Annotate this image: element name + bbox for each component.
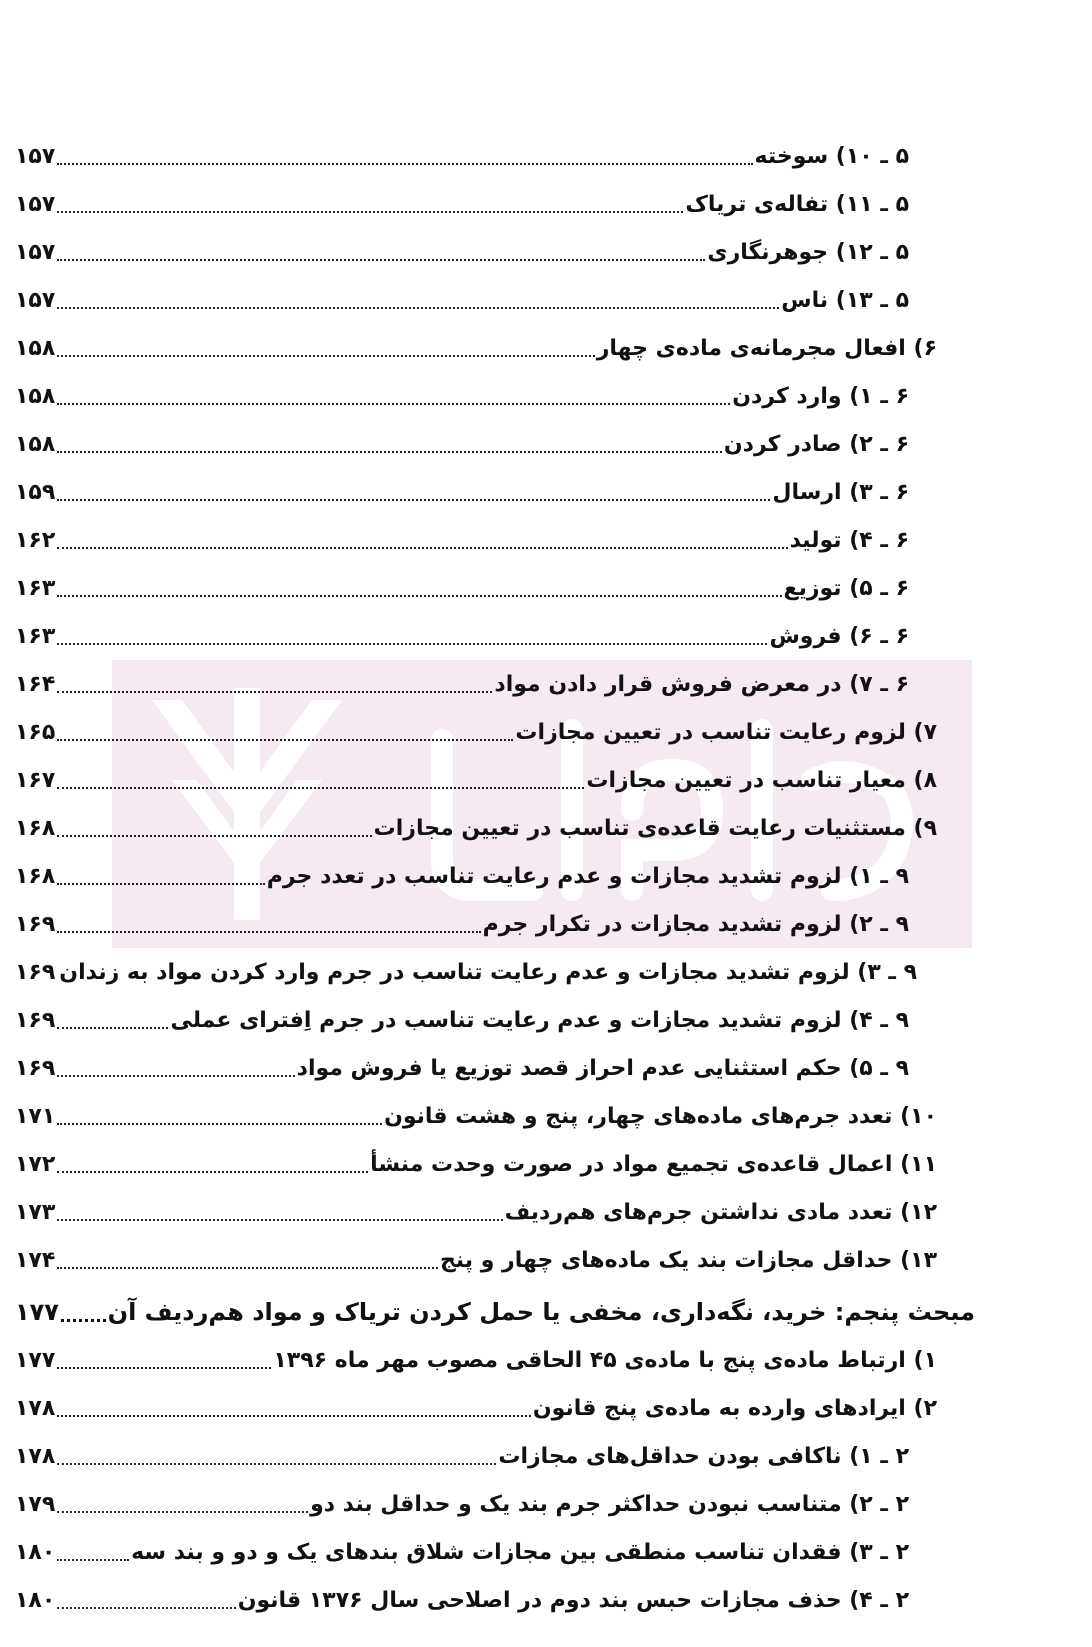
page-number: ۱۷۲ [15, 1151, 56, 1177]
dot-leader [57, 835, 371, 837]
page-number: ۱۷۸ [15, 1395, 56, 1421]
entry-title: ۱) ارتباط ماده‌ی پنج با ماده‌ی ۴۵ الحاقی مصوب مهر ماه ۱۳۹۶ [273, 1347, 937, 1373]
page-number: ۱۶۸ [15, 815, 56, 841]
page-number: ۱۶۹ [15, 1055, 56, 1081]
page-number: ۱۵۸ [15, 383, 56, 409]
entry-title: ۷) لزوم رعایت تناسب در تعیین مجازات [515, 719, 937, 745]
dot-leader [57, 499, 770, 501]
page-number: ۱۷۱ [15, 1103, 56, 1129]
entry-title: ۶ ـ ۲) صادر کردن [723, 431, 909, 457]
entry-title: ۲ ـ ۲) متناسب نبودن حداکثر جرم بند یک و حداقل بند دو [310, 1491, 909, 1517]
toc-entry [15, 564, 975, 612]
toc-entry [15, 1092, 975, 1140]
toc-entry [15, 468, 975, 516]
entry-title: مبحث پنجم: خرید، نگه‌داری، مخفی یا حمل کردن تریاک و مواد هم‌ردیف آن [107, 1298, 975, 1326]
page-number: ۱۶۳ [15, 575, 56, 601]
toc-entry [15, 1236, 975, 1284]
page-number: ۱۶۲ [15, 527, 56, 553]
entry-title: ۵ ـ ۱۳) ناس [781, 287, 909, 313]
toc-entry [15, 660, 975, 708]
toc-entry [15, 324, 975, 372]
dot-leader [57, 787, 584, 789]
dot-leader [57, 1267, 438, 1269]
dot-leader [57, 1415, 531, 1417]
entry-title: ۱۲) تعدد مادی نداشتن جرم‌های هم‌ردیف [504, 1199, 937, 1225]
page-number: ۱۷۳ [15, 1199, 56, 1225]
toc-entry [15, 1140, 975, 1188]
entry-title: ۹ ـ ۳) لزوم تشدید مجازات و عدم رعایت تناسب در جرم وارد کردن مواد به زندان [59, 959, 918, 985]
toc-entry [15, 276, 975, 324]
entry-title: ۹) مستثنیات رعایت قاعده‌ی تناسب در تعیین مجازات [373, 815, 937, 841]
dot-leader [57, 883, 264, 885]
dot-leader [57, 1511, 308, 1513]
dot-leader [57, 1171, 368, 1173]
dot-leader [57, 451, 722, 453]
toc-entry [15, 804, 975, 852]
dot-leader [57, 259, 705, 261]
page-number: ۱۵۸ [15, 335, 56, 361]
entry-title: ۶ ـ ۵) توزیع [783, 575, 909, 601]
toc-entry [15, 900, 975, 948]
page-number: ۱۵۸ [15, 431, 56, 457]
entry-title: ۵ ـ ۱۲) جوهرنگاری [707, 239, 909, 265]
entry-title: ۵ ـ ۱۰) سوخته [754, 143, 909, 169]
dot-leader [57, 1219, 502, 1221]
page-number: ۱۷۷ [15, 1347, 56, 1373]
page-number: ۱۵۷ [15, 287, 56, 313]
entry-title: ۲) ایرادهای وارده به ماده‌ی پنج قانون [532, 1395, 937, 1421]
dot-leader [61, 1319, 106, 1322]
dot-leader [57, 1123, 382, 1125]
entry-title: ۱۰) تعدد جرم‌های ماده‌های چهار، پنج و هشت قانون [384, 1103, 937, 1129]
toc-entry [15, 948, 975, 996]
entry-title: ۱۱) اعمال قاعده‌ی تجمیع مواد در صورت وحدت منشأ [370, 1151, 937, 1177]
page-number: ۱۶۹ [15, 911, 56, 937]
entry-title: ۶) افعال مجرمانه‌ی ماده‌ی چهار [596, 335, 937, 361]
entry-title: ۲ ـ ۱) ناکافی بودن حداقل‌های مجازات [498, 1443, 909, 1469]
page-number: ۱۶۸ [15, 863, 56, 889]
toc-entry [15, 228, 975, 276]
entry-title: ۶ ـ ۴) تولید [789, 527, 909, 553]
page-number: ۱۸۰ [15, 1539, 56, 1565]
page-number: ۱۷۸ [15, 1443, 56, 1469]
dot-leader [57, 643, 767, 645]
dot-leader [57, 931, 480, 933]
dot-leader [57, 1463, 496, 1465]
page-number: ۱۶۴ [15, 671, 56, 697]
toc-entry [15, 372, 975, 420]
dot-leader [57, 1027, 168, 1029]
page-number: ۱۶۵ [15, 719, 56, 745]
page-number: ۱۵۷ [15, 191, 56, 217]
toc-entry [15, 180, 975, 228]
entry-title: ۸) معیار تناسب در تعیین مجازات [586, 767, 937, 793]
entry-title: ۲ ـ ۴) حذف مجازات حبس بند دوم در اصلاحی سال ۱۳۷۶ قانون [237, 1587, 909, 1613]
dot-leader [57, 547, 787, 549]
entry-title: ۵ ـ ۱۱) تفاله‌ی تریاک [685, 191, 909, 217]
toc-entry [15, 1480, 975, 1528]
page-number: ۱۸۰ [15, 1587, 56, 1613]
dot-leader [57, 403, 730, 405]
page-number: ۱۶۹ [15, 1007, 56, 1033]
page-number: ۱۷۹ [15, 1491, 56, 1517]
page-number: ۱۶۷ [15, 767, 56, 793]
dot-leader [57, 1367, 271, 1369]
dot-leader [57, 355, 594, 357]
toc-entry [15, 756, 975, 804]
toc-entry [15, 420, 975, 468]
toc-entry [15, 996, 975, 1044]
dot-leader [57, 163, 752, 165]
page-number: ۱۶۹ [15, 959, 56, 985]
entry-title: ۶ ـ ۶) فروش [769, 623, 909, 649]
entry-title: ۹ ـ ۱) لزوم تشدید مجازات و عدم رعایت تناسب در تعدد جرم [266, 863, 909, 889]
page-number: ۱۵۹ [15, 479, 56, 505]
entry-title: ۶ ـ ۳) ارسال [772, 479, 909, 505]
dot-leader [57, 595, 781, 597]
entry-title: ۲ ـ ۳) فقدان تناسب منطقی بین مجازات شلاق بندهای یک و دو و بند سه [131, 1539, 909, 1565]
toc-entry [15, 1044, 975, 1092]
entry-title: ۶ ـ ۷) در معرض فروش قرار دادن مواد [494, 671, 909, 697]
toc-entry [15, 1336, 975, 1384]
dot-leader [57, 691, 492, 693]
dot-leader [57, 739, 513, 741]
dot-leader [57, 1607, 235, 1609]
toc-entry [15, 132, 975, 180]
toc-entry [15, 1384, 975, 1432]
page-number: ۱۷۴ [15, 1247, 56, 1273]
page-number: ۱۵۷ [15, 143, 56, 169]
toc-entry [15, 1432, 975, 1480]
entry-title: ۹ ـ ۴) لزوم تشدید مجازات و عدم رعایت تناسب در جرم اِفترای عملی [170, 1007, 909, 1033]
table-of-contents [15, 132, 975, 1624]
toc-entry [15, 708, 975, 756]
entry-title: ۹ ـ ۵) حکم استثنایی عدم احراز قصد توزیع یا فروش مواد [296, 1055, 909, 1081]
toc-entry [15, 852, 975, 900]
page-number: ۱۷۷ [15, 1298, 59, 1326]
entry-title: ۱۳) حداقل مجازات بند یک ماده‌های چهار و پنج [439, 1247, 937, 1273]
section-heading-entry [15, 1288, 975, 1336]
toc-entry [15, 1576, 975, 1624]
dot-leader [57, 307, 779, 309]
toc-entry [15, 612, 975, 660]
dot-leader [57, 211, 683, 213]
entry-title: ۶ ـ ۱) وارد کردن [732, 383, 909, 409]
toc-entry [15, 1528, 975, 1576]
dot-leader [57, 1559, 129, 1561]
page-number: ۱۶۳ [15, 623, 56, 649]
entry-title: ۹ ـ ۲) لزوم تشدید مجازات در تکرار جرم [482, 911, 909, 937]
dot-leader [57, 1075, 294, 1077]
toc-entry [15, 1188, 975, 1236]
toc-entry [15, 516, 975, 564]
page-number: ۱۵۷ [15, 239, 56, 265]
